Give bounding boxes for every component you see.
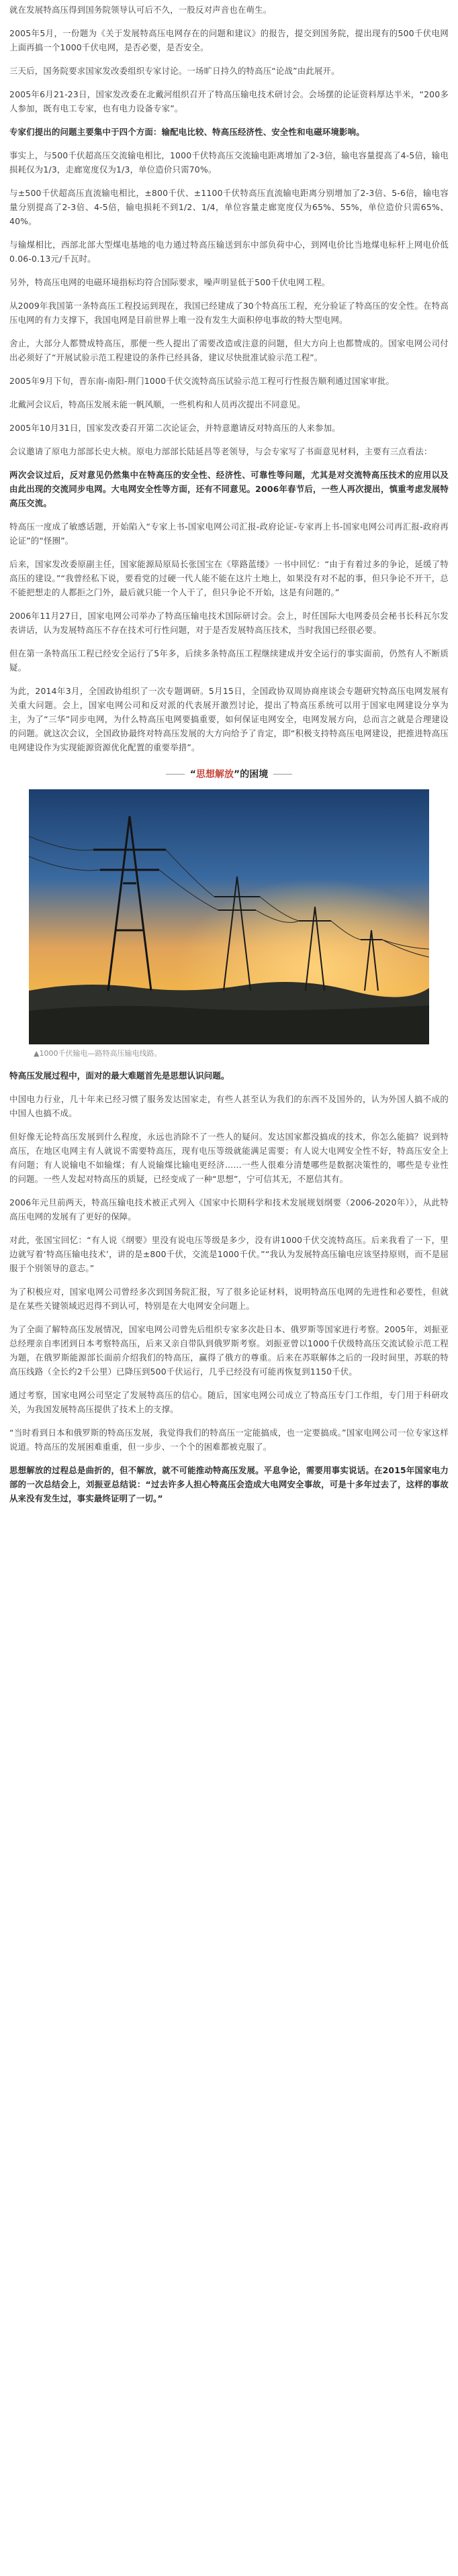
paragraph-highlight: 专家们提出的问题主要集中于四个方面：输配电比较、特高压经济性、安全性和电磁环境影响。 bbox=[9, 127, 365, 137]
paragraph: 2006年11月27日，国家电网公司举办了特高压输电技术国际研讨会。会上，时任国际大电网委员会秘书长科瓦尔发表讲话，认为发展特高压不存在技术可行性问题，对于是否发展特高压技术，当时我国已经很必要。 bbox=[9, 611, 449, 635]
bold-lead-paragraph: 特高压发展过程中，面对的最大难题首先是思想认识问题。 bbox=[9, 1071, 230, 1081]
paragraph: 为此，2014年3月，全国政协组织了一次专题调研。5月15日，全国政协双周协商座谈会专题研究特高压电网发展有关重大问题。会上，国家电网公司和反对派的代表展开激烈讨论，提出了特高压系统可以用于国家电网建设分享为主，为了“三华”同步电网，为什么特高压电网要搞重要，如何保证电网安全，电网发展方向，总而言之就是合理建设的问题。就这次会议，全国政协最终对特高压发展的大方向给予了肯定，即“积极支持特高压电网建设，把推进特高压电网建设作为实现能源资源优化配置的重要举措”。 bbox=[9, 686, 449, 752]
section-title-suffix: ”的困境 bbox=[234, 769, 269, 780]
paragraph: 2005年6月21-23日，国家发改委在北戴河组织召开了特高压输电技术研讨会。会场摆的论证资料厚达半米，“200多人参加，既有电工专家，也有电力设备专家”。 bbox=[9, 89, 449, 113]
paragraph-highlight: 思想解放的过程总是曲折的，但不解放，就不可能推动特高压发展。平息争论，需要用事实说话。在2015年国家电力部的一次总结会上，刘振亚总结说：“过去许多人担心特高压会造成大电网安全事故，可是十多年过去了，这样的事故从来没有发生过，事实最终证明了一切。” bbox=[9, 1465, 449, 1503]
paragraph: 特高压一度成了敏感话题，开始陷入“专家上书-国家电网公司汇报-政府论证-专家再上书-国家电网公司再汇报-政府再论证”的“怪圈”。 bbox=[9, 522, 449, 546]
section-title-accent: 思想解放 bbox=[196, 769, 234, 780]
paragraph: “当时看到日本和俄罗斯的特高压发展，我觉得我们的特高压一定能搞成，也一定要搞成。”国家电网公司一位专家这样说道。特高压的发展困难重重，但一步步、一个个的困难都被克服了。 bbox=[9, 1428, 449, 1452]
paragraph: 就在发展特高压得到国务院领导认可后不久，一股反对声音也在萌生。 bbox=[9, 5, 272, 15]
paragraph: 2005年5月，一份题为《关于发展特高压电网存在的问题和建议》的报告，提交到国务院，提出现有的500千伏电网上面再搞一个1000千伏电网，是否必要，是否安全。 bbox=[9, 28, 449, 52]
paragraph: 事实上，与500千伏超高压交流输电相比，1000千伏特高压交流输电距离增加了2-3倍，输电容量提高了4-5倍，输电损耗仅为1/3，走廊宽度仅为1/3，单位造价只需70%。 bbox=[9, 150, 449, 175]
paragraph-highlight: 两次会议过后，反对意见仍然集中在特高压的安全性、经济性、可靠性等问题，尤其是对交流特高压技术的应用以及由此出现的交流同步电网。大电网安全性等方面，还有不同意见。2006年春节后，一些人再次提出，慎重考虑发展特高压交流。 bbox=[9, 470, 449, 508]
paragraph: 2005年10月31日，国家发改委召开第二次论证会，并特意邀请反对特高压的人来参加。 bbox=[9, 423, 340, 433]
paragraph: 三天后，国务院要求国家发改委组织专家讨论。一场旷日持久的特高压“论战”由此展开。 bbox=[9, 66, 340, 76]
paragraph: 与±500千伏超高压直流输电相比，±800千伏、±1100千伏特高压直流输电距离分别增加了2-3倍、5-6倍，输电容量分别提高了2-3倍、4-5倍，输电损耗不到1/2、1/4，单位容量走廊宽度仅为65%、55%，单位造价只需65%、40%。 bbox=[9, 188, 449, 226]
paragraph: 为了积极应对，国家电网公司曾经多次到国务院汇报，写了很多论证材料，说明特高压电网的先进性和必要性，但就是在某些关键领域迟迟得不到认可，特别是在大电网安全问题上。 bbox=[9, 1287, 449, 1311]
paragraph: 但在第一条特高压工程已经安全运行了5年多，后续多条特高压工程继续建成并安全运行的事实面前，仍然有人不断质疑。 bbox=[9, 648, 449, 673]
paragraph: 后来，国家发改委原副主任，国家能源局原局长张国宝在《筚路蓝缕》一书中回忆：“由于有着过多的争论，延缓了特高压的建设。”“我曾经私下说，要看党的过硬一代人能不能在这片土地上，如果没有对不起的事，但只争论不开干，总不能把想走的人都拒之门外，最后就只能一个人干了，但只争论不开始，这是有问题的。” bbox=[9, 559, 449, 597]
paragraph: 对此，张国宝回忆：“有人说《纲要》里没有说电压等级是多少，没有讲1000千伏交流特高压。后来我看了一下，里边就写着‘特高压输电技术’，讲的是±800千伏，交流是1000千伏。”“我认为发展特高压输电应该坚持原则，而不是屈服于个别领导的意志。” bbox=[9, 1235, 449, 1273]
paragraph: 会议邀请了原电力部部长史大桢。原电力部部长陆延昌等老领导，与会专家写了书面意见材料，主要有三点看法： bbox=[9, 446, 432, 456]
heading-divider-right bbox=[273, 774, 292, 775]
paragraph: 中国电力行业，几十年来已经习惯了服务发达国家走，有些人甚至认为我们的东西不及国外的，认为外国人搞不成的中国人也搞不成。 bbox=[9, 1094, 449, 1118]
paragraph: 舍止，大部分人都赞成特高压，那便一些人提出了需要改造或注意的问题，但大方向上也都赞成的。国家电网公司付出必须好了“开展试验示范工程建设的条件已经具备，建议尽快批准试验示范工程”。 bbox=[9, 338, 449, 362]
paragraph: 2005年9月下旬，晋东南-南阳-荆门1000千伏交流特高压试验示范工程可行性报告顺利通过国家审批。 bbox=[9, 376, 395, 386]
paragraph: 2006年元旦前两天，特高压输电技术被正式列入《国家中长期科学和技术发展规划纲要（2006-2020年）》，从此特高压电网的发展有了更好的保障。 bbox=[9, 1197, 449, 1222]
section-heading bbox=[9, 765, 449, 783]
paragraph: 与输煤相比，西部北部大型煤电基地的电力通过特高压输送到东中部负荷中心，到网电价比当地煤电标杆上网电价低0.06-0.13元/千瓦时。 bbox=[9, 240, 449, 264]
paragraph: 另外，特高压电网的电磁环境指标均符合国际要求，噪声明显低于500千伏电网工程。 bbox=[9, 277, 330, 287]
paragraph: 通过考察，国家电网公司坚定了发展特高压的信心。随后，国家电网公司成立了特高压专门工作组，专门用于科研攻关，为我国发展特高压提供了技术上的支撑。 bbox=[9, 1390, 449, 1414]
section-title bbox=[190, 767, 268, 781]
section-title-prefix: “ bbox=[189, 769, 196, 780]
paragraph: 北戴河会议后，特高压发展未能一帆风顺，一些机构和人员再次提出不同意见。 bbox=[9, 399, 306, 409]
transmission-tower-photo bbox=[29, 789, 429, 1044]
heading-divider-left bbox=[166, 774, 185, 775]
paragraph: 为了全面了解特高压发展情况，国家电网公司曾先后组织专家多次赴日本、俄罗斯等国家进行考察。2005年，刘振亚总经理亲自率团到日本考察特高压，后来又亲自带队到俄罗斯考察。刘振亚曾以1000千伏级特高压交流试验示范工程为题，在俄罗斯能源部长面前介绍我们的特高压，赢得了俄方的尊重。后来在苏联解体之后的一段时间里，苏联的特高压线路（全长约2千公里）已降压到500千伏运行，几乎已经没有可能再恢复到1150千伏。 bbox=[9, 1324, 449, 1377]
photo-caption: ▲1000千伏输电—路特高压输电线路。 bbox=[34, 1049, 162, 1058]
paragraph: 从2009年我国第一条特高压工程投运到现在，我国已经建成了30个特高压工程，充分验证了特高压的安全性。在特高压电网的有力支撑下，我国电网是目前世界上唯一没有发生大面积停电事故的特大型电网。 bbox=[9, 301, 449, 325]
paragraph: 但好像无论特高压发展到什么程度，永远也消除不了一些人的疑问。发达国家都没搞成的技术，你怎么能搞？说到特高压，在地区电网主有人就说不需要特高压，现有电压等级就能满足需要；有人说大电网安全性不好，特高压安全上有问题；有人说输电不如输煤；有人说输煤比输电更经济……一些人很难分清楚哪些是数据决策性的，哪些是专业性的问题。一些人发起对特高压的质疑，已经变成了一种“思想”，宁可信其无，不愿信其有。 bbox=[9, 1132, 449, 1184]
